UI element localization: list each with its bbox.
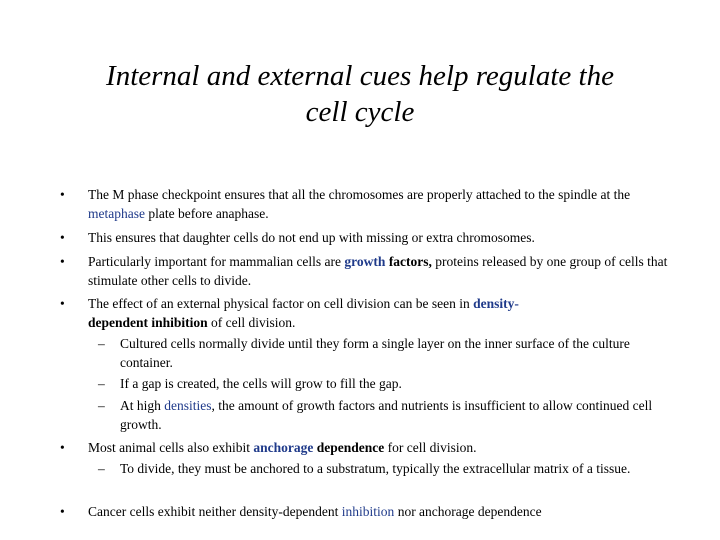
- bullet-3-text-end: proteins released by one group of cells that stimulate other cells to divide.: [88, 254, 668, 288]
- bullet-6-text: Cancer cells exhibit neither density-dependent: [88, 504, 342, 519]
- term-dependence: dependence: [313, 440, 385, 455]
- bullet-marker: •: [60, 254, 65, 269]
- title-line-2: cell cycle: [305, 96, 415, 128]
- term-metaphase: metaphase: [88, 206, 145, 221]
- bullet-1-text: The M phase checkpoint ensures that all the chromosomes are properly attached to the spindle at the: [88, 187, 631, 202]
- sub-bullet-4-2-text: If a gap is created, the cells will grow to fill the gap.: [120, 376, 402, 391]
- bullet-marker: •: [60, 296, 65, 311]
- sub-bullet-4-2: [98, 374, 670, 393]
- bullet-5-text-end: for cell division.: [384, 440, 477, 455]
- term-density: density-: [473, 296, 519, 311]
- sub-bullet-5-1-text: To divide, they must be anchored to a substratum, typically the extracellular matrix of a tissue.: [120, 461, 631, 476]
- sub-bullet-4-3: [98, 396, 670, 434]
- term-anchorage: anchorage: [253, 440, 314, 455]
- bullet-6-text-end: nor anchorage dependence: [394, 504, 542, 519]
- term-inhibition: inhibition: [341, 504, 395, 519]
- dash-marker: –: [98, 398, 105, 413]
- bullet-marker: •: [60, 187, 65, 202]
- sub-bullet-4-1: [98, 334, 670, 372]
- bullet-4-text: The effect of an external physical factor on cell division can be seen in: [88, 296, 474, 311]
- bullet-3: [60, 252, 670, 290]
- sub-bullet-4-3-text-end: , the amount of growth factors and nutrients is insufficient to allow continued cell growth.: [120, 398, 653, 432]
- bullet-marker: •: [60, 504, 65, 519]
- bullet-1-text-end: plate before anaphase.: [144, 206, 269, 221]
- bullet-2-text: This ensures that daughter cells do not end up with missing or extra chromosomes.: [88, 230, 535, 245]
- bullet-6: [60, 502, 670, 521]
- bullet-marker: •: [60, 230, 65, 245]
- term-densities: densities: [164, 398, 212, 413]
- bullet-3-text: Particularly important for mammalian cells are: [88, 254, 345, 269]
- bullet-4: [60, 294, 670, 332]
- term-factors: factors,: [385, 254, 432, 269]
- dash-marker: –: [98, 376, 105, 391]
- bullet-2: [60, 228, 670, 247]
- dash-marker: –: [98, 336, 105, 351]
- bullet-5-text: Most animal cells also exhibit: [88, 440, 254, 455]
- dash-marker: –: [98, 461, 105, 476]
- sub-bullet-4-1-text: Cultured cells normally divide until they form a single layer on the inner surface of the culture container.: [120, 336, 630, 370]
- term-dependent-inhibition: dependent inhibition: [88, 315, 208, 330]
- bullet-5: [60, 438, 670, 457]
- bullet-marker: •: [60, 440, 65, 455]
- bullet-1: [60, 185, 670, 223]
- sub-bullet-5-1: [98, 459, 670, 478]
- title-line-1: Internal and external cues help regulate the: [106, 60, 614, 92]
- term-growth: growth: [344, 254, 386, 269]
- sub-bullet-4-3-text: At high: [120, 398, 165, 413]
- bullet-4-text-end: of cell division.: [207, 315, 296, 330]
